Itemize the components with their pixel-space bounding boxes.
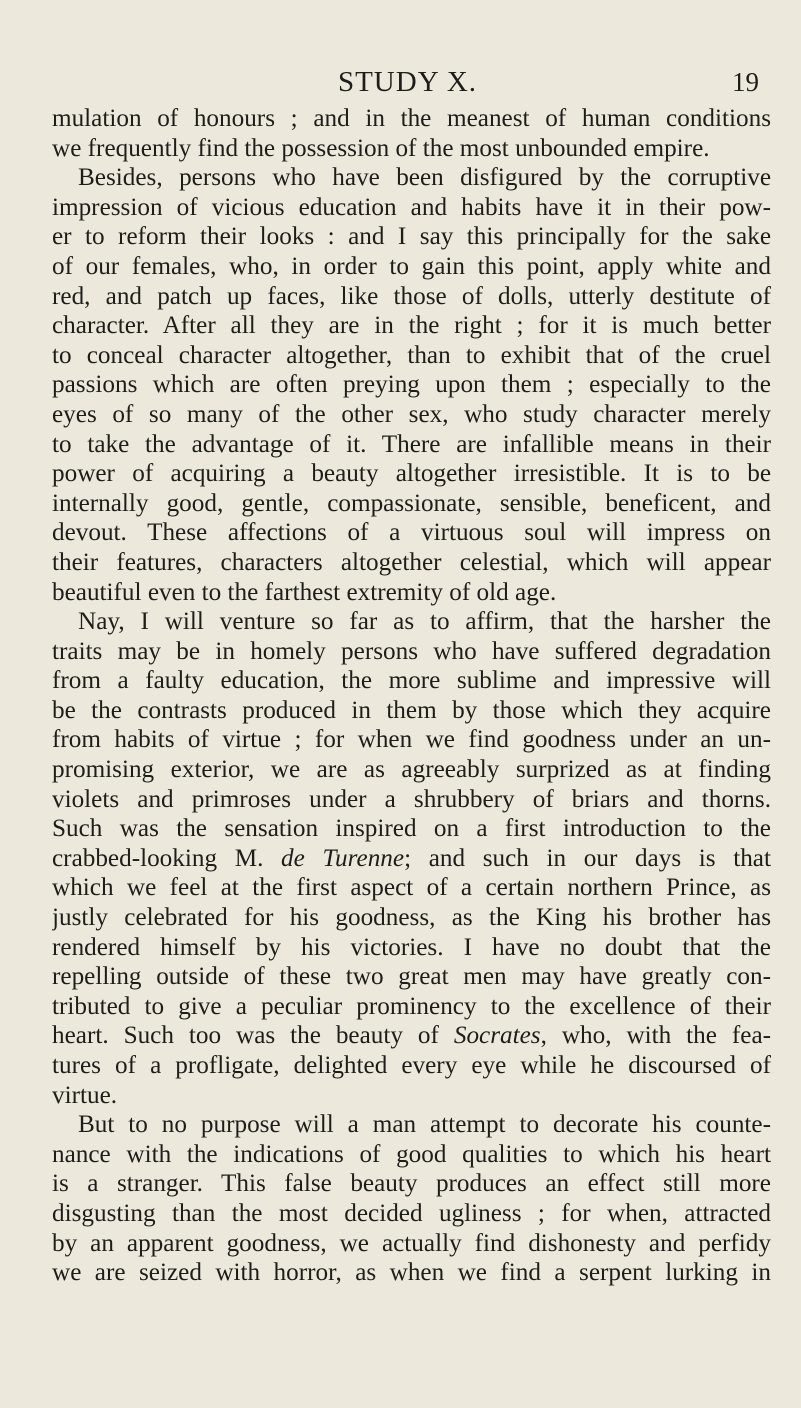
text-line: to take the advantage of it. There are infallible means in their — [52, 430, 771, 458]
line-segment: heart. Such too was the beauty of — [52, 1022, 454, 1050]
text-line: mulation of honours ; and in the meanest of human conditions — [52, 105, 771, 132]
text-line: traits may be in homely persons who have suffered degradation — [52, 637, 771, 665]
text-line: virtue. — [52, 1081, 118, 1109]
text-line: their features, characters altogether celestial, which will appear — [52, 548, 771, 576]
text-line: disgusting than the most decided ugliness ; for when, attracted — [52, 1199, 771, 1227]
page-number: 19 — [732, 67, 759, 97]
text-line: promising exterior, we are as agreeably surprized as at finding — [52, 756, 771, 784]
text-line: from a faulty education, the more sublime and impressive will — [52, 667, 771, 695]
running-title: STUDY X. — [337, 66, 478, 98]
line-segment: ; and such in our days is that — [404, 844, 771, 872]
text-line: from habits of virtue ; for when we find goodness under an un- — [52, 726, 771, 754]
text-line: repelling outside of these two great men may have greatly con- — [52, 963, 771, 991]
text-line: er to reform their looks : and I say this principally for the sake — [52, 223, 771, 251]
text-line: internally good, gentle, compassionate, sensible, beneficent, and — [52, 489, 771, 517]
text-line: tributed to give a peculiar prominency to the excellence of their — [52, 992, 771, 1020]
text-line: But to no purpose will a man attempt to decorate his counte- — [78, 1111, 771, 1139]
italic-name-socrates: Socrates — [453, 1022, 541, 1050]
text-line: justly celebrated for his goodness, as the King his brother has — [52, 904, 771, 932]
text-line-mixed — [52, 1021, 771, 1051]
text-line: passions which are often preying upon them ; especially to the — [52, 371, 771, 399]
text-line: Nay, I will venture so far as to affirm, that the harsher the — [78, 608, 771, 636]
italic-name-turenne: de Turenne — [281, 844, 405, 872]
text-line: to conceal character altogether, than to exhibit that of the cruel — [52, 341, 771, 369]
text-line: we are seized with horror, as when we find a serpent lurking in — [52, 1259, 771, 1287]
text-line: of our females, who, in order to gain this point, apply white and — [52, 252, 771, 280]
text-line: Such was the sensation inspired on a first introduction to the — [52, 815, 771, 843]
text-line: character. After all they are in the right ; for it is much better — [52, 312, 771, 340]
running-head — [52, 64, 763, 100]
text-line: be the contrasts produced in them by those which they acquire — [52, 696, 771, 724]
body-text — [52, 104, 771, 1288]
text-line: red, and patch up faces, like those of dolls, utterly destitute of — [52, 282, 771, 310]
text-line: violets and primroses under a shrubbery of briars and thorns. — [52, 785, 771, 813]
text-line: tures of a profligate, delighted every eye while he discoursed of — [52, 1052, 771, 1079]
text-line-mixed — [52, 844, 771, 874]
line-segment: crabbed-looking M. — [52, 844, 282, 872]
text-line: nance with the indications of good qualities to which his heart — [52, 1140, 771, 1168]
line-segment: , who, with the fea- — [540, 1022, 771, 1050]
text-line: power of acquiring a beauty altogether irresistible. It is to be — [52, 460, 771, 488]
text-line: beautiful even to the farthest extremity of old age. — [52, 578, 557, 606]
text-line: is a stranger. This false beauty produces an effect still more — [52, 1170, 771, 1198]
text-line: which we feel at the first aspect of a certain northern Prince, as — [52, 874, 771, 902]
text-line: we frequently find the possession of the most unbounded empire. — [52, 134, 710, 162]
text-line: impression of vicious education and habits have it in their pow- — [52, 193, 771, 221]
text-line: eyes of so many of the other sex, who study character merely — [52, 400, 771, 428]
text-line: Besides, persons who have been disfigured by the corruptive — [78, 164, 771, 192]
text-line: by an apparent goodness, we actually find dishonesty and perfidy — [52, 1229, 771, 1257]
text-line: devout. These affections of a virtuous soul will impress on — [52, 519, 771, 547]
text-line: rendered himself by his victories. I have no doubt that the — [52, 933, 771, 961]
